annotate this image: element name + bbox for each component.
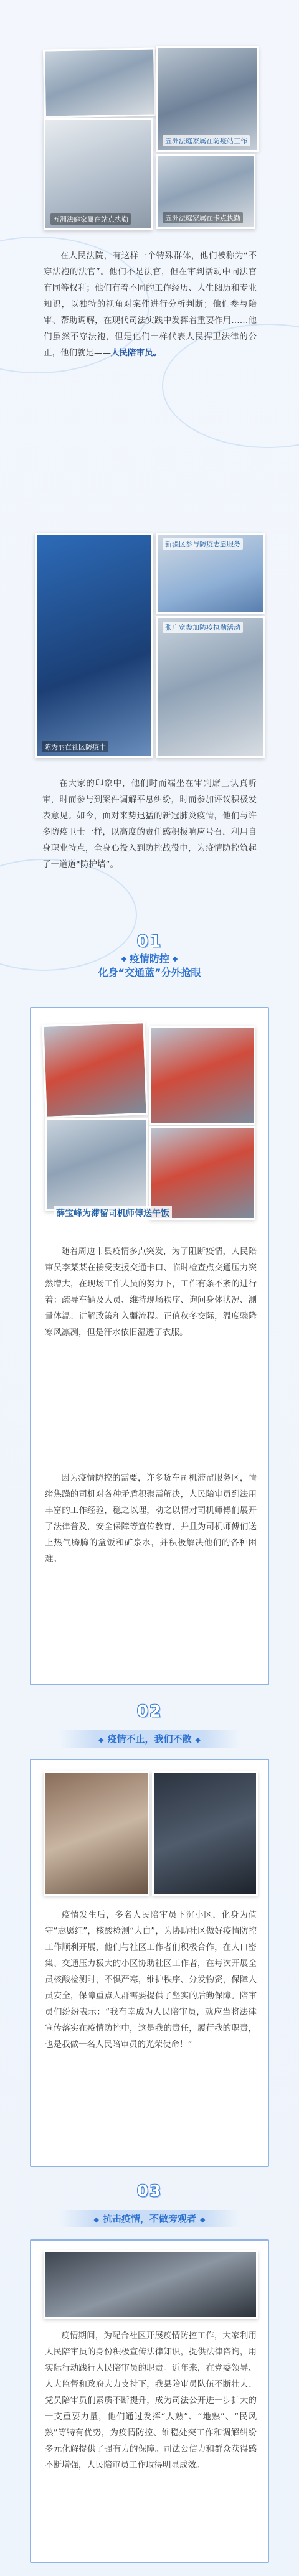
- second-paragraph: [42, 775, 257, 873]
- section-2-title: 疫情不止，我们不散: [107, 1733, 192, 1745]
- section-2-header: [0, 1702, 299, 1721]
- intro-photo-1: [43, 47, 156, 118]
- second-photo-1: [35, 533, 153, 758]
- photo-caption: 五洲法庭家属在防疫站工作: [163, 135, 250, 146]
- section-1-paragraph-2: [45, 1470, 257, 1567]
- section-1-subtitle: 化身“交通蓝”分外抢眼: [98, 967, 201, 978]
- intro-photo-2: [156, 46, 259, 152]
- photo-caption: 陈秀丽在社区防疫中: [42, 741, 108, 752]
- section-1-photo-caption: 薛宝峰为滞留司机师傅送午饭: [54, 1206, 172, 1220]
- section-1-title: 疫情防控: [129, 953, 169, 965]
- intro-text: 在人民法院，有这样一个特殊群体，他们被称为“不穿法袍的法官”。他们不是法官，但在审判活动中同法官有同等权利；他们有着不同的工作经历、人生阅历和专业知识，以独特的视角对案件进行分析判断；他们参与陪审、帮助调解，在现代司法实践中发挥着重要作用……他们虽然不穿法袍，但是他们一样代表人民捍卫法律的公正，他们就是——: [44, 251, 257, 358]
- section-2-text: 疫情发生后，多名人民陪审员下沉小区，化身为值守“志愿红”，核酸检测“大白”，为协助社区做好疫情防控工作顺利开展，他们与社区工作者们积极合作，在人口密集、交通压力极大的小区协助社区工作者，在每次开展全员核酸检测时，不惧严寒，维护秩序、分发物资，保障人员安全，保障重点人群需要提供了坚实的后勤保障。陪审员们纷纷表示：“我有幸成为人民陪审员，就应当将法律宣传落实在疫情防控中，这是我的责任，履行我的职责，也是我做一名人民陪审员的光荣使命！”: [45, 1910, 257, 2049]
- intro-photo-3: [44, 118, 153, 230]
- section-3-header: [0, 2182, 299, 2201]
- section-1-card: [30, 1007, 269, 1685]
- section-1-number: 01: [136, 932, 163, 951]
- section-3-title-banner: ◆ 抗击疫情，不做旁观者 ◆: [59, 2210, 240, 2227]
- intro-paragraph: [44, 248, 257, 361]
- section-3-card: [30, 2239, 269, 2563]
- photo-caption: 五洲法庭家属在站点执勤: [50, 213, 131, 225]
- section-1-header: [0, 932, 299, 980]
- photo-caption: 五洲法庭家属在卡点执勤: [163, 212, 243, 223]
- photo-caption: 张广宽参加防疫执勤活动: [163, 622, 243, 633]
- intro-highlight: 人民陪审员。: [111, 348, 161, 358]
- section-1-text-1: 随着周边市县疫情多点突发，为了阻断疫情，人民陪审员李某某在接受支援交通卡口、临时检查点交通压力突然增大，在现场工作人员的努力下，工作有条不紊的进行着：疏导车辆及人员、维持现场秩序、询问身体状况、测量体温、讲解政策和入疆流程。正值秋冬交际，温度骤降寒风凛冽，但是汗水依旧湿透了衣服。: [45, 1247, 257, 1337]
- section-3-photo: [44, 2250, 258, 2319]
- section-1-text-2: 因为疫情防控的需要，许多货车司机滞留服务区，情绪焦躁的司机对各种矛盾积聚需解决，人民陪审员到法用丰富的工作经验，稳之以理，动之以情对司机师傅们展开了法律普及，安全保障等宣传教育，并且为司机师傅们送上热气腾腾的盒饭和矿泉水，并积极解决他们的各种困难。: [45, 1473, 257, 1564]
- section-2-photo-2: [152, 1771, 258, 1896]
- intro-photo-4: [156, 154, 255, 229]
- section-3-text: 疫情期间，为配合社区开展疫情防控工作，大家利用人民陪审员的身份积极宣传法律知识，提供法律咨询，用实际行动践行人民陪审员的职责。近年来，在党委领导、人大监督和政府大力支持下，我县陪审员队伍不断壮大、党员陪审员们素质不断提升，成为司法公开进一步扩大的一支重要力量，他们通过发挥“人熟”、“地熟”、“民风熟”等特有优势，为疫情防控、维稳处突工作和调解纠纷多元化解提供了强有力的保障。司法公信力和群众获得感不断增强，人民陪审员工作取得明显成效。: [45, 2331, 257, 2470]
- section-2-card: [30, 1759, 269, 2167]
- second-text: 在大家的印象中，他们时而端坐在审判席上认真听审，时而参与到案件调解平息纠纷，时而参加评议积极发表意见。如今，面对来势迅猛的新冠肺炎疫情，他们与许多防疫卫士一样，以高度的责任感积极响应号召，利用自身职业特点，全身心投入到防控战役中，为疫情防控筑起了一道道“防护墙”。: [42, 779, 257, 869]
- section-2-title-banner: ◆ 疫情不止，我们不散 ◆: [59, 1730, 240, 1748]
- section-3-title: 抗击疫情，不做旁观者: [102, 2213, 196, 2224]
- section-2-number: 02: [136, 1702, 163, 1721]
- section-2-paragraph: [45, 1907, 257, 2053]
- section-1-paragraph-1: [45, 1244, 257, 1341]
- second-photo-2: [156, 533, 265, 614]
- section-3-number: 03: [136, 2182, 163, 2201]
- section-1-photo-1: [42, 1021, 148, 1118]
- section-1-photo-3: [45, 1118, 148, 1211]
- second-photo-3: [156, 616, 265, 758]
- section-1-photo-2: [150, 1026, 255, 1125]
- section-2-photo-1: [44, 1771, 150, 1896]
- photo-caption: 新疆区参与防疫志愿服务: [163, 538, 243, 550]
- section-3-paragraph: [45, 2328, 257, 2473]
